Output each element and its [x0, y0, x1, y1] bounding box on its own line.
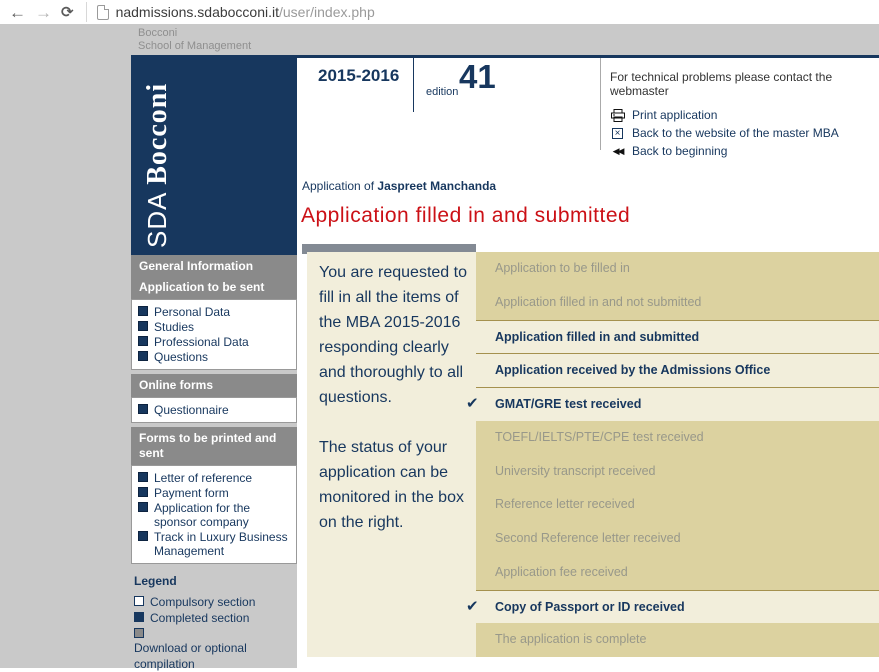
- program-years: 2015-2016: [318, 66, 400, 85]
- sidebar-section-header: Online forms: [131, 374, 297, 397]
- header-link[interactable]: [610, 126, 876, 140]
- status-row-label: GMAT/GRE test received: [495, 397, 642, 411]
- status-row: [476, 286, 879, 320]
- sidebar-item-label: Personal Data: [154, 305, 231, 319]
- completed-section-square-icon: [138, 336, 148, 346]
- instructions-paragraph-1: You are requested to fill in all the items of the MBA 2015-2016 responding clearly and thoroughly to all questions.: [319, 264, 467, 406]
- completed-section-square-icon: [138, 502, 148, 512]
- page-icon: [97, 5, 109, 20]
- url-domain: nadmissions.sdabocconi.it: [115, 4, 279, 20]
- edition-label: edition: [426, 86, 459, 98]
- status-row-label: University transcript received: [495, 463, 656, 478]
- legend-entry-label: Download or optional compilation: [134, 641, 247, 671]
- sidebar-item-studies[interactable]: [138, 320, 291, 334]
- status-row-label: Second Reference letter received: [495, 531, 681, 545]
- sidebar-section-box: [131, 397, 297, 423]
- status-list: [466, 252, 879, 657]
- sidebar-item-label: Studies: [154, 320, 195, 334]
- compulsory-square-icon: [134, 596, 144, 606]
- status-row: [476, 488, 879, 522]
- legend-entry-label: Completed section: [150, 611, 250, 625]
- legend-entry-label: Compulsory section: [150, 595, 256, 609]
- address-bar[interactable]: [86, 2, 375, 22]
- legend-entry-compulsory: [134, 594, 297, 610]
- masthead-line2: School of Management: [138, 40, 252, 52]
- status-row-label: Application received by the Admissions Office: [495, 363, 771, 378]
- header-link[interactable]: [610, 144, 876, 158]
- status-row-label: Application fee received: [495, 564, 628, 579]
- sidebar-item-label: Application for the sponsor company: [154, 501, 251, 529]
- edition-divider: [413, 58, 414, 112]
- rewind-icon: ◀◀: [612, 145, 623, 156]
- reload-icon[interactable]: ⟳: [61, 3, 74, 21]
- printer-icon: [610, 109, 625, 122]
- edition-number: 41: [459, 58, 496, 95]
- sidebar-section-header: Forms to be printed and sent: [131, 427, 297, 465]
- status-row-label: Application filled in and submitted: [495, 329, 700, 344]
- status-row: [476, 623, 879, 657]
- header-link-label: Back to the website of the master MBA: [632, 126, 839, 140]
- back-icon[interactable]: ←: [9, 2, 26, 22]
- header-link-label: Print application: [632, 108, 718, 122]
- sidebar-item-professional-data[interactable]: [138, 335, 291, 349]
- sidebar-item-questions[interactable]: [138, 350, 291, 364]
- download-square-icon: [134, 628, 144, 638]
- completed-section-square-icon: [138, 351, 148, 361]
- status-row: [466, 387, 879, 421]
- main-content: [297, 58, 879, 668]
- sda-bocconi-logo-text: SDA Bocconi: [142, 82, 173, 248]
- forward-icon[interactable]: →: [35, 2, 52, 22]
- url-path: /user/index.php: [279, 4, 375, 20]
- sidebar-item-label: Questions: [154, 350, 209, 364]
- sidebar-item-application-for-the-sponsor-company[interactable]: [138, 501, 291, 529]
- header-link[interactable]: [610, 108, 876, 122]
- browser-toolbar: [0, 0, 879, 24]
- completed-section-square-icon: [138, 321, 148, 331]
- sidebar-item-label: Letter of reference: [154, 471, 253, 485]
- sidebar-item-label: Payment form: [154, 486, 229, 500]
- sidebar-item-questionnaire[interactable]: [138, 403, 291, 417]
- completed-section-square-icon: [138, 531, 148, 541]
- completed-section-square-icon: [138, 306, 148, 316]
- sidebar-item-personal-data[interactable]: [138, 305, 291, 319]
- sidebar-item-label: Professional Data: [154, 335, 249, 349]
- completed-square-icon: [134, 612, 144, 622]
- status-row: [476, 522, 879, 556]
- status-row: [476, 455, 879, 489]
- masthead-line1: Bocconi: [138, 27, 178, 39]
- completed-section-square-icon: [138, 472, 148, 482]
- url-text[interactable]: [116, 4, 375, 20]
- sidebar-item-track-in-luxury-business-management[interactable]: [138, 530, 291, 558]
- status-panel: [307, 252, 879, 657]
- sidebar-item-label: Track in Luxury Business Management: [154, 530, 288, 558]
- applicant-name: Jaspreet Manchanda: [377, 179, 497, 193]
- status-row: [476, 421, 879, 455]
- sidebar-section-box: [131, 465, 297, 564]
- legend: [131, 574, 297, 672]
- sidebar-section-header: Application to be sent: [131, 276, 297, 299]
- legend-entry-download: [134, 628, 297, 672]
- sidebar-item-label: Questionnaire: [154, 403, 229, 417]
- instructions-text: [319, 260, 473, 535]
- status-row: [466, 590, 879, 624]
- status-row-label: The application is complete: [495, 632, 647, 647]
- masthead: [138, 27, 251, 53]
- status-row-label: TOEFL/IELTS/PTE/CPE test received: [495, 429, 704, 444]
- applicant-line: Application of Jaspreet Manchanda: [302, 179, 497, 193]
- instructions-paragraph-2: The status of your application can be monitored in the box on the right.: [319, 439, 464, 531]
- webmaster-note: For technical problems please contact the webmaster: [610, 70, 833, 98]
- legend-title: Legend: [134, 574, 177, 588]
- sidebar-section-header: General Information: [131, 255, 297, 276]
- status-row-label: Application to be filled in: [495, 261, 630, 275]
- sidebar-item-payment-form[interactable]: [138, 486, 291, 500]
- status-row: [476, 252, 879, 286]
- status-row: [476, 556, 879, 590]
- legend-entry-completed: [134, 610, 297, 626]
- sidebar-section-box: [131, 299, 297, 370]
- completed-section-square-icon: [138, 487, 148, 497]
- status-row: [476, 353, 879, 387]
- header-link-label: Back to beginning: [632, 144, 728, 158]
- status-row-label: Copy of Passport or ID received: [495, 599, 685, 614]
- header-links: [610, 108, 876, 158]
- close-box-icon: ×: [610, 128, 625, 139]
- status-row-label: Application filled in and not submitted: [495, 294, 702, 309]
- completed-section-square-icon: [138, 404, 148, 414]
- status-row: [476, 320, 879, 354]
- sidebar-item-letter-of-reference[interactable]: [138, 471, 291, 485]
- checkmark-icon: ✔: [466, 597, 479, 615]
- page-title: Application filled in and submitted: [301, 204, 631, 227]
- status-row-label: Reference letter received: [495, 497, 635, 512]
- header-links-panel: [600, 58, 876, 158]
- sidebar-navigation: [131, 255, 297, 672]
- checkmark-icon: ✔: [466, 395, 479, 412]
